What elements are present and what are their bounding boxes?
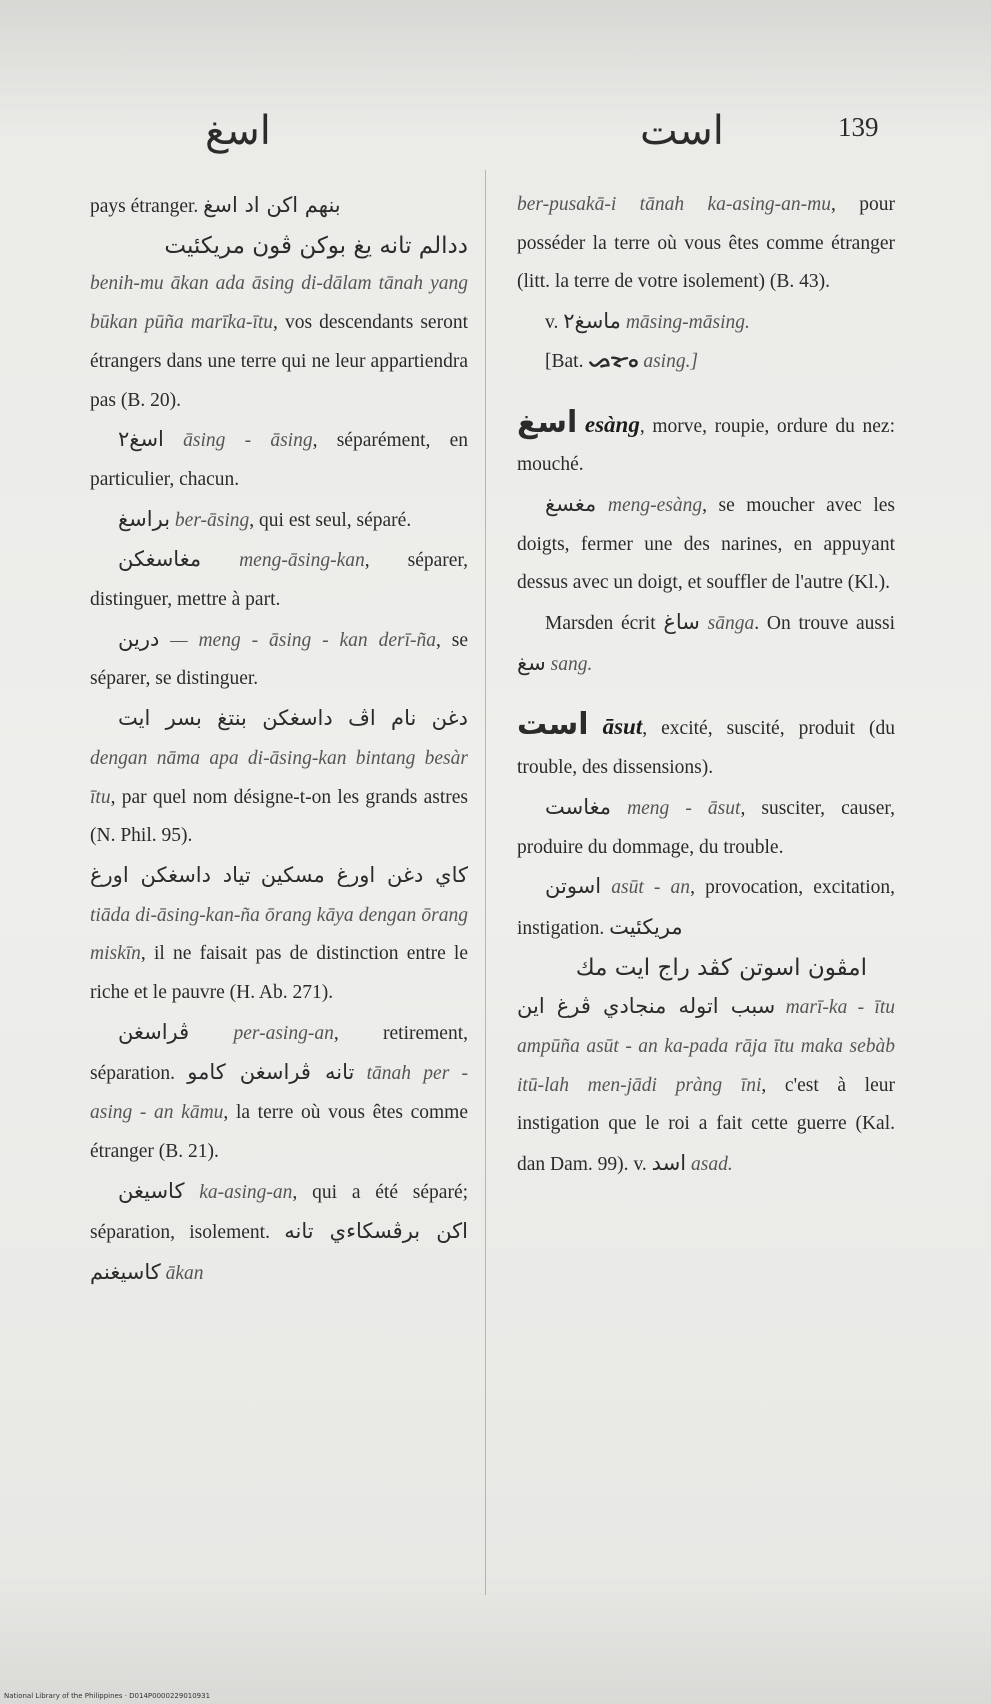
entry-line: درين — meng - āsing - kan derī-ña, se séparer, se distinguer. (90, 626, 468, 690)
entry-asut: است āsut, excité, suscité, produit (du trouble, des dissensions). (517, 707, 895, 779)
entry-line: ددالم تانه يغ بوكن ڤون مريكئيت (164, 232, 468, 259)
entry-line: ber-pusakā-i tānah ka-asing-an-mu, pour posséder la terre où vous êtes comme étranger (litt. la terre de votre isolement) (B. 43). (517, 194, 895, 293)
batak-script: ᯀᯘᯪ (588, 350, 639, 372)
entry-line: دغن نام اڤ داسغكن بنتغ بسر ايت dengan nāma apa di-āsing-kan bintang besàr ītu, par quel nom désigne-t-on les grands astres (N. Phil. 95). (90, 706, 468, 847)
entry-line: اسغ٢ āsing - āsing, séparément, en particulier, chacun. (90, 427, 468, 490)
right-column (517, 186, 895, 1185)
page-number: 139 (838, 112, 879, 142)
entry-esang: اسغ esàng, morve, roupie, ordure du nez: mouché. (517, 404, 895, 476)
right-running-head: است (640, 108, 724, 154)
entry-line: v. ماسغ٢ māsing-māsing. (545, 309, 750, 334)
entry-line: مغسغ meng-esàng, se moucher avec les doigts, fermer une des narines, en appuyant dessus avec un doigt, et souffler de l'autre (Kl.). (517, 491, 896, 594)
left-running-head: اسغ (205, 108, 271, 154)
entry-line: تياد داسغكن اورغ كاي دغن اورغ مسكين tiāda di-āsing-kan-ña ōrang kāya dengan ōrang miskīn, il ne faisait pas de distinction entre le riche et le pauvre (H. Ab. 271). (90, 862, 469, 1004)
entry-line: مغاست meng - āsut, susciter, causer, produire du dommage, du trouble. (517, 794, 895, 858)
page-header (0, 104, 991, 174)
column-divider (485, 170, 486, 1595)
footer-credit: National Library of the Philippines · D014P0000229010931 (4, 1692, 211, 1700)
entry-line: [Bat. ᯀᯘᯪ asing.] (545, 350, 699, 372)
entry-line: benih-mu ākan ada āsing di-dālam tānah yang būkan pūña marīka-ītu, vos descendants seront étrangers dans une terre qui ne leur appartiendra pas (B. 20). (90, 273, 468, 411)
entry-line: Marsden écrit ساغ sānga. On trouve aussi سغ sang. (517, 610, 896, 675)
entry-line: مغاسغكن meng-āsing-kan, séparer, distinguer, mettre à part. (90, 547, 468, 611)
entry-line: اسوتن asūt - an, provocation, excitation, instigation. مريكئيت امڤون اسوتن كڤد راج ايت مك سبب اتوله منجادي ڤرغ اين marī-ka - ītu ampūña asūt - an ka-pada rāja ītu maka sebàb itū-lah men-jādi pràng īni, c'est à leur instigation que le roi a fait cette guerre (Kal. dan Dam. 99). v. اسد asad. (517, 874, 896, 1176)
entry-line: كاسيغن ka-asing-an, qui a été séparé; séparation, isolement. اكن برڤسكاءي تانه كاسيغنم ākan (90, 1178, 469, 1284)
entry-line: pays étranger. بنهم اكن اد اسغ (90, 193, 341, 217)
entry-line: براسغ ber-āsing, qui est seul, séparé. (118, 506, 412, 531)
left-column (90, 186, 468, 1294)
entry-line: ڤراسغن per-asing-an, retirement, séparation. تانه ڤراسغن كامو tānah per - asing - an kāmu, la terre où vous êtes comme étranger (B. 21). (90, 1019, 469, 1162)
